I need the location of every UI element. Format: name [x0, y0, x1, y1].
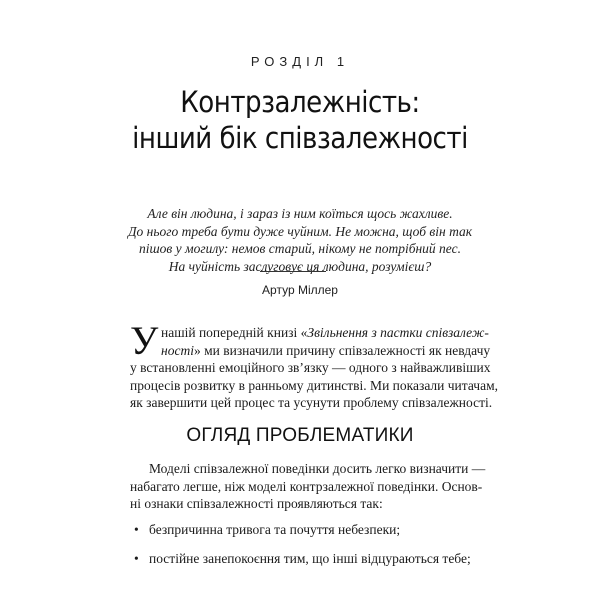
intro-line: [130, 394, 493, 412]
list-item: [130, 521, 466, 539]
chapter-title: [0, 84, 600, 156]
section-heading: ОГЛЯД ПРОБЛЕМАТИКИ: [186, 425, 414, 446]
bullet-icon: •: [134, 550, 139, 566]
bullet-icon: •: [134, 522, 139, 537]
body-line: набагато легше, ніж моделі контрзалежної поведінки. Основ-: [130, 478, 483, 494]
body-line: ні ознаки співзалежності проявляються так:: [130, 496, 383, 511]
bullet-list: [130, 521, 471, 578]
intro-line: [130, 324, 489, 342]
list-item-text: безпричинна тривога та почуття небезпеки;: [149, 522, 401, 537]
intro-line: [130, 359, 491, 377]
epigraph-line: пішов у могилу: немов старий, нікому не потрібний пес.: [138, 241, 461, 256]
intro-text: у встановленні емоційного зв’язку — одного з найважливіших: [130, 360, 491, 375]
book-title-text: ності: [161, 342, 194, 358]
intro-line: [130, 342, 491, 360]
body-line: Моделі співзалежної поведінки досить легко визначити —: [149, 461, 486, 476]
body-paragraph: [130, 460, 486, 513]
intro-line: [130, 377, 498, 395]
list-item-text: постійне занепокоєння тим, що інші відцураються тебе;: [149, 550, 471, 566]
epigraph-line: На чуйність заслуговує ця людина, розумієш?: [168, 258, 432, 274]
intro-paragraph: [130, 324, 498, 412]
chapter-label: РОЗДІЛ 1: [250, 54, 350, 69]
chapter-title-line: Контрзалежність:: [180, 85, 420, 119]
epigraph: [0, 205, 600, 275]
list-item: [130, 550, 471, 568]
book-title-text: Звільнення з пастки співзалеж-: [307, 325, 489, 340]
intro-text: нашій попередній книзі «: [161, 325, 308, 340]
chapter-title-line: інший бік співзалежності: [132, 121, 468, 155]
drop-cap: У: [130, 318, 159, 363]
epigraph-divider: [260, 271, 326, 272]
intro-text: процесів розвитку в ранньому дитинстві. Ми показали читачам,: [130, 377, 498, 393]
epigraph-line: Але він людина, і зараз із ним коїться щось жахливе.: [147, 206, 453, 221]
intro-text: як завершити цей процес та усунути проблему співзалежності.: [130, 395, 493, 410]
epigraph-author: Артур Міллер: [262, 283, 338, 297]
intro-text: » ми визначили причину співзалежності як невдачу: [193, 342, 491, 358]
epigraph-line: До нього треба бути дуже чуйним. Не можна, щоб він так: [127, 223, 473, 239]
